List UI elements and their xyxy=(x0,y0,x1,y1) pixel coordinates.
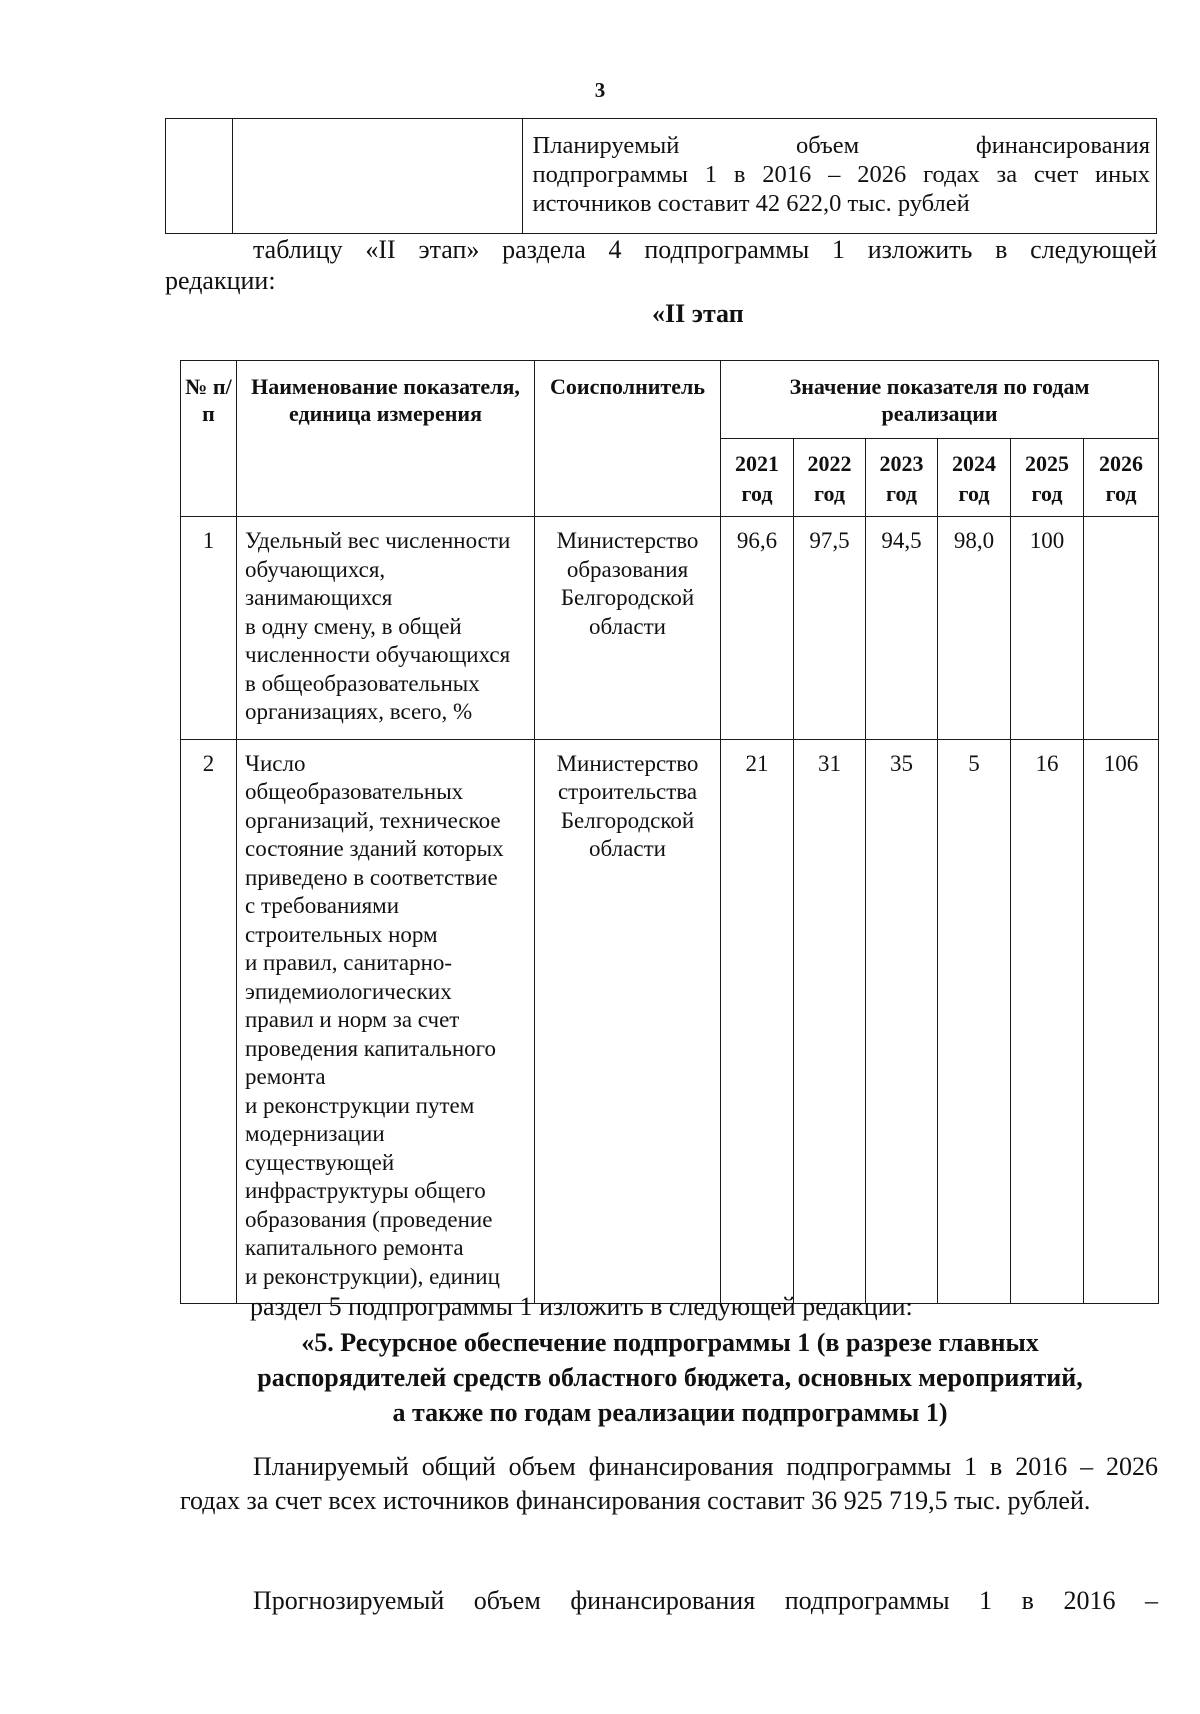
row-number: 2 xyxy=(181,739,237,1304)
intro-line-2: редакции: xyxy=(165,266,276,295)
coexecutor-line: Белгородской xyxy=(560,807,695,833)
name-line: занимающихся xyxy=(245,585,393,610)
empty-cell xyxy=(166,119,233,234)
name-line: строительных норм xyxy=(245,921,438,947)
section-heading-line: распорядителей средств областного бюджета, основных мероприятий, xyxy=(257,1363,1083,1392)
planned-financing-paragraph: Планируемый общий объем финансирования подпрограммы 1 в 2016 – 2026 годах за счет всех источников финансирования составит 36 925 719,5 тыс. рублей. xyxy=(180,1452,1158,1515)
financing-cell xyxy=(522,119,1156,234)
value-2024: 5 xyxy=(938,739,1011,1304)
value-2026 xyxy=(1084,517,1159,740)
year-header: 2025 год xyxy=(1011,439,1084,517)
intro-line-1: таблицу «II этап» раздела 4 подпрограммы 1 изложить в следующей xyxy=(253,235,1157,264)
name-line: обучающихся, xyxy=(245,556,386,582)
name-line: существующей xyxy=(245,1149,395,1175)
value-2024: 98,0 xyxy=(938,517,1011,740)
coexecutor-line: области xyxy=(589,836,666,861)
name-line: Удельный вес численности xyxy=(245,528,511,553)
coexecutor xyxy=(535,517,721,740)
name-line: приведено в соответствие xyxy=(245,864,498,890)
name-line: в общеобразовательных xyxy=(245,670,480,696)
value-2026: 106 xyxy=(1084,739,1159,1304)
name-line: проведения капитального xyxy=(245,1035,497,1061)
value-2021: 21 xyxy=(721,739,794,1304)
coexecutor-line: Министерство xyxy=(556,528,699,553)
header-num: № п/п xyxy=(181,361,237,517)
table-row xyxy=(181,517,1159,740)
coexecutor-line: образования xyxy=(566,556,689,582)
name-line: образования (проведение xyxy=(245,1206,493,1232)
financing-text-line1: Планируемый объем финансирования xyxy=(532,132,1150,159)
section-heading xyxy=(180,1325,1160,1430)
empty-cell xyxy=(232,119,522,234)
year-header: 2026 год xyxy=(1084,439,1159,517)
financing-continuation-table xyxy=(165,118,1157,234)
name-line: с требованиями xyxy=(245,893,400,918)
name-line: инфраструктуры общего xyxy=(245,1178,486,1203)
name-line: и реконструкции), единиц xyxy=(245,1263,500,1289)
indicators-table xyxy=(180,360,1159,1304)
page-number: 3 xyxy=(594,78,606,102)
name-line: Число xyxy=(245,750,306,776)
name-line: общеобразовательных xyxy=(245,779,464,804)
coexecutor-line: Белгородской xyxy=(560,585,695,610)
intro-paragraph xyxy=(165,234,1157,296)
indicator-name xyxy=(237,517,535,740)
coexecutor xyxy=(535,739,721,1304)
name-line: в одну смену, в общей xyxy=(245,613,462,639)
section-heading-line: а также по годам реализации подпрограммы 1) xyxy=(392,1398,948,1427)
section-heading-line: «5. Ресурсное обеспечение подпрограммы 1 (в разрезе главных xyxy=(301,1328,1039,1357)
name-line: организациях, всего, % xyxy=(245,699,473,724)
year-header: 2022 год xyxy=(794,439,866,517)
coexecutor-line: строительства xyxy=(557,779,698,804)
section-5-intro: раздел 5 подпрограммы 1 изложить в следующей редакции: xyxy=(250,1292,913,1321)
table-row xyxy=(181,739,1159,1304)
value-2025: 100 xyxy=(1011,517,1084,740)
value-2023: 35 xyxy=(866,739,938,1304)
financing-text-rest: подпрограммы 1 в 2016 – 2026 годах за счет иных источников составит 42 622,0 тыс. рублей xyxy=(532,161,1150,217)
row-number: 1 xyxy=(181,517,237,740)
value-2023: 94,5 xyxy=(866,517,938,740)
value-2022: 31 xyxy=(794,739,866,1304)
year-header: 2023 год xyxy=(866,439,938,517)
coexecutor-line: Министерство xyxy=(556,750,699,776)
year-header: 2021 год xyxy=(721,439,794,517)
coexecutor-line: области xyxy=(589,613,666,639)
value-2022: 97,5 xyxy=(794,517,866,740)
name-line: численности обучающихся xyxy=(245,642,511,667)
header-name: Наименование показателя, единица измерения xyxy=(237,361,535,517)
name-line: капитального ремонта xyxy=(245,1235,464,1260)
name-line: организаций, техническое xyxy=(245,807,501,833)
name-line: ремонта xyxy=(245,1064,326,1089)
value-2021: 96,6 xyxy=(721,517,794,740)
name-line: и правил, санитарно- xyxy=(245,950,453,975)
forecast-financing-paragraph: Прогнозируемый объем финансирования подпрограммы 1 в 2016 – xyxy=(253,1586,1158,1615)
header-values-group: Значение показателя по годам реализации xyxy=(721,361,1159,439)
name-line: правил и норм за счет xyxy=(245,1007,460,1032)
indicator-name xyxy=(237,739,535,1304)
name-line: модернизации xyxy=(245,1121,385,1146)
name-line: состояние зданий которых xyxy=(245,836,504,861)
year-header: 2024 год xyxy=(938,439,1011,517)
name-line: эпидемиологических xyxy=(245,978,452,1004)
name-line: и реконструкции путем xyxy=(245,1092,475,1118)
stage-title: «II этап xyxy=(652,299,744,328)
header-coexecutor: Соисполнитель xyxy=(535,361,721,517)
value-2025: 16 xyxy=(1011,739,1084,1304)
